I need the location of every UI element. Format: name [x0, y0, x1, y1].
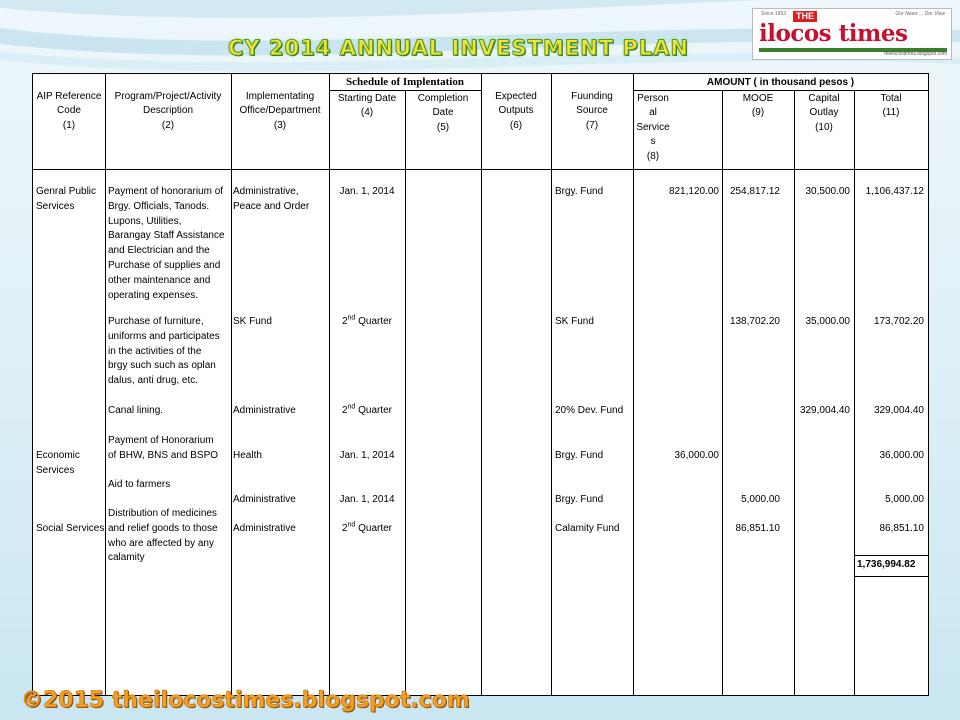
program-description-text: Aid to farmers [108, 479, 171, 490]
col-divider [854, 90, 855, 695]
program-description-text: Payment of honorarium of [108, 186, 224, 197]
aip-code-text: Genral Public [36, 186, 97, 197]
aip-code-text: Social Services [36, 523, 105, 534]
row-divider [633, 90, 928, 91]
starting-date-text: Jan. 1, 2014 [339, 450, 395, 461]
implementing-office-text: Administrative [233, 494, 296, 505]
program-description-text: Barangay Staff Assistance [108, 230, 225, 242]
column-header-col9-line: (9) [751, 107, 765, 119]
column-header-col10-line: (10) [815, 121, 833, 133]
quarter-label: Quarter [355, 316, 393, 327]
investment-plan-table [32, 73, 929, 696]
program-description-text: Payment of Honorarium [108, 435, 214, 446]
capital-outlay-value: 30,500.00 [805, 186, 850, 197]
program-description-text: who are affected by any [108, 537, 214, 549]
mooe-value: 254,817.12 [729, 186, 780, 197]
starting-date-text: Jan. 1, 2014 [339, 494, 395, 505]
program-description-text: operating expenses. [108, 289, 199, 301]
total-value: 173,702.20 [873, 316, 924, 327]
page-title: CY 2014 ANNUAL INVESTMENT PLAN [228, 36, 689, 60]
starting-date-text [329, 521, 405, 536]
total-value: 329,004.40 [873, 405, 924, 416]
column-header-col5-line: Date [432, 107, 454, 119]
aip-code-text: Services [36, 464, 75, 476]
grand-total-top-line [854, 555, 928, 556]
program-description-text: Canal lining. [108, 405, 164, 416]
funding-source-text: SK Fund [555, 316, 594, 327]
logo-site-text: theilocostimes.blogspot.com [884, 51, 947, 57]
implementing-office-text: Administrative [233, 523, 296, 534]
column-header-col9-line: MOOE [742, 93, 774, 104]
program-description-text: Lupons, Utilities, [108, 215, 182, 227]
implementing-office-text: Administrative, [233, 186, 299, 197]
copyright-footer: ©2015 theilocostimes.blogspot.com [21, 688, 470, 713]
column-header-col3-line: Office/Department [239, 105, 321, 117]
program-description-text: Purchase of furniture, [108, 316, 204, 327]
col-divider [722, 90, 723, 695]
funding-source-text: 20% Dev. Fund [555, 405, 624, 416]
aip-code-text: Services [36, 200, 75, 212]
mooe-value: 5,000.00 [741, 494, 780, 505]
column-header-col2-line: (2) [161, 119, 175, 131]
column-header-col11-line: (11) [882, 107, 900, 119]
personal-services-value: 821,120.00 [668, 186, 719, 197]
program-description-text: brgy such such as oplan [108, 360, 216, 372]
column-header-col5-line: Completion [417, 93, 469, 104]
program-description-text: in the activities of the [108, 345, 202, 357]
quarter-label: Quarter [355, 523, 393, 534]
column-header-col1-line: (1) [62, 119, 76, 131]
total-value: 86,851.10 [879, 523, 924, 534]
program-description-text: of BHW, BNS and BSPO [108, 449, 219, 461]
col-divider [405, 90, 406, 695]
header-bottom-divider [33, 169, 928, 170]
column-header-col4-line: (4) [360, 107, 374, 119]
capital-outlay-value: 35,000.00 [805, 316, 850, 327]
column-header-col6-line: (6) [509, 119, 523, 131]
program-description-text: dalus, anti drug, etc. [108, 375, 199, 387]
col-divider [105, 74, 106, 695]
column-header-col10-line: Outlay [809, 107, 839, 119]
amount-group-header: AMOUNT ( in thousand pesos ) [706, 77, 855, 88]
column-header-col1-line: Code [57, 105, 81, 117]
schedule-group-header: Schedule of Implentation [346, 76, 464, 88]
implementing-office-text: Health [233, 450, 262, 461]
column-header-col5-line: (5) [436, 121, 450, 133]
quarter-label: Quarter [355, 405, 393, 416]
program-description-text: and relief goods to those [108, 522, 218, 534]
col-divider [794, 90, 795, 695]
program-description-text: Distribution of medicines [108, 508, 217, 519]
column-header-col8-line: Person [637, 93, 669, 104]
mooe-value: 138,702.20 [729, 316, 780, 327]
quarter-ordinal: nd [347, 403, 356, 411]
logo-since-text: Since 1953 [761, 11, 787, 17]
total-value: 36,000.00 [879, 450, 924, 461]
starting-date-text: Jan. 1, 2014 [339, 186, 395, 197]
capital-outlay-value: 329,004.40 [799, 405, 850, 416]
logo-the-text: THE [793, 11, 817, 22]
column-header-col8-line: (8) [646, 150, 660, 162]
total-value: 1,106,437.12 [865, 186, 924, 197]
aip-code-text: Economic [36, 450, 80, 461]
program-description-text: and Electrician and the [108, 245, 210, 257]
newspaper-logo[interactable] [752, 8, 952, 60]
column-header-col1-line: AIP Reference [36, 91, 102, 102]
grand-total-bottom-line [854, 576, 928, 577]
implementing-office-text: Peace and Order [233, 200, 310, 212]
column-header-col2-line: Program/Project/Activity [114, 91, 222, 102]
funding-source-text: Brgy. Fund [555, 450, 604, 461]
column-header-col10-line: Capital [808, 93, 840, 104]
program-description-text: Purchase of supplies and [108, 260, 221, 271]
grand-total-value: 1,736,994.82 [857, 559, 916, 570]
mooe-value: 86,851.10 [735, 523, 780, 534]
column-header-col3-line: Implementating [245, 91, 315, 102]
funding-source-text: Calamity Fund [555, 523, 620, 534]
funding-source-text: Brgy. Fund [555, 186, 604, 197]
funding-source-text: Brgy. Fund [555, 494, 604, 505]
column-header-col8-line: al [649, 107, 657, 119]
column-header-col4-line: Starting Date [337, 93, 397, 104]
column-header-col2-line: Description [142, 105, 194, 117]
column-header-col3-line: (3) [273, 119, 287, 131]
quarter-number: 2 [341, 523, 348, 534]
column-header-col8-line: s [650, 136, 656, 148]
column-header-col6-line: Expected [495, 91, 537, 102]
col-divider [481, 74, 482, 695]
column-header-col7-line: Fuunding [571, 91, 613, 102]
column-header-col8-line: Service [636, 121, 670, 133]
program-description-text: uniforms and participates [108, 330, 220, 342]
starting-date-text [329, 314, 405, 329]
row-divider [329, 90, 481, 91]
logo-name: ilocos times [759, 20, 908, 47]
col-divider [633, 74, 634, 695]
quarter-number: 2 [341, 316, 348, 327]
implementing-office-text: SK Fund [233, 316, 272, 327]
program-description-text: calamity [108, 552, 145, 564]
total-value: 5,000.00 [885, 494, 924, 505]
program-description-text: other maintenance and [108, 274, 211, 286]
col-divider [329, 74, 330, 695]
program-description-text: Brgy. Officials, Tanods. [108, 200, 210, 212]
implementing-office-text: Administrative [233, 405, 296, 416]
logo-tagline: Our News ... Our View [895, 11, 945, 17]
personal-services-value: 36,000.00 [674, 450, 719, 461]
column-header-col11-line: Total [880, 93, 902, 104]
column-header-col6-line: Outputs [498, 105, 534, 117]
col-divider [551, 74, 552, 695]
quarter-ordinal: nd [347, 314, 356, 322]
column-header-col7-line: Source [576, 105, 608, 117]
starting-date-text [329, 403, 405, 418]
quarter-ordinal: nd [347, 521, 356, 529]
quarter-number: 2 [341, 405, 348, 416]
column-header-col7-line: (7) [585, 119, 599, 131]
